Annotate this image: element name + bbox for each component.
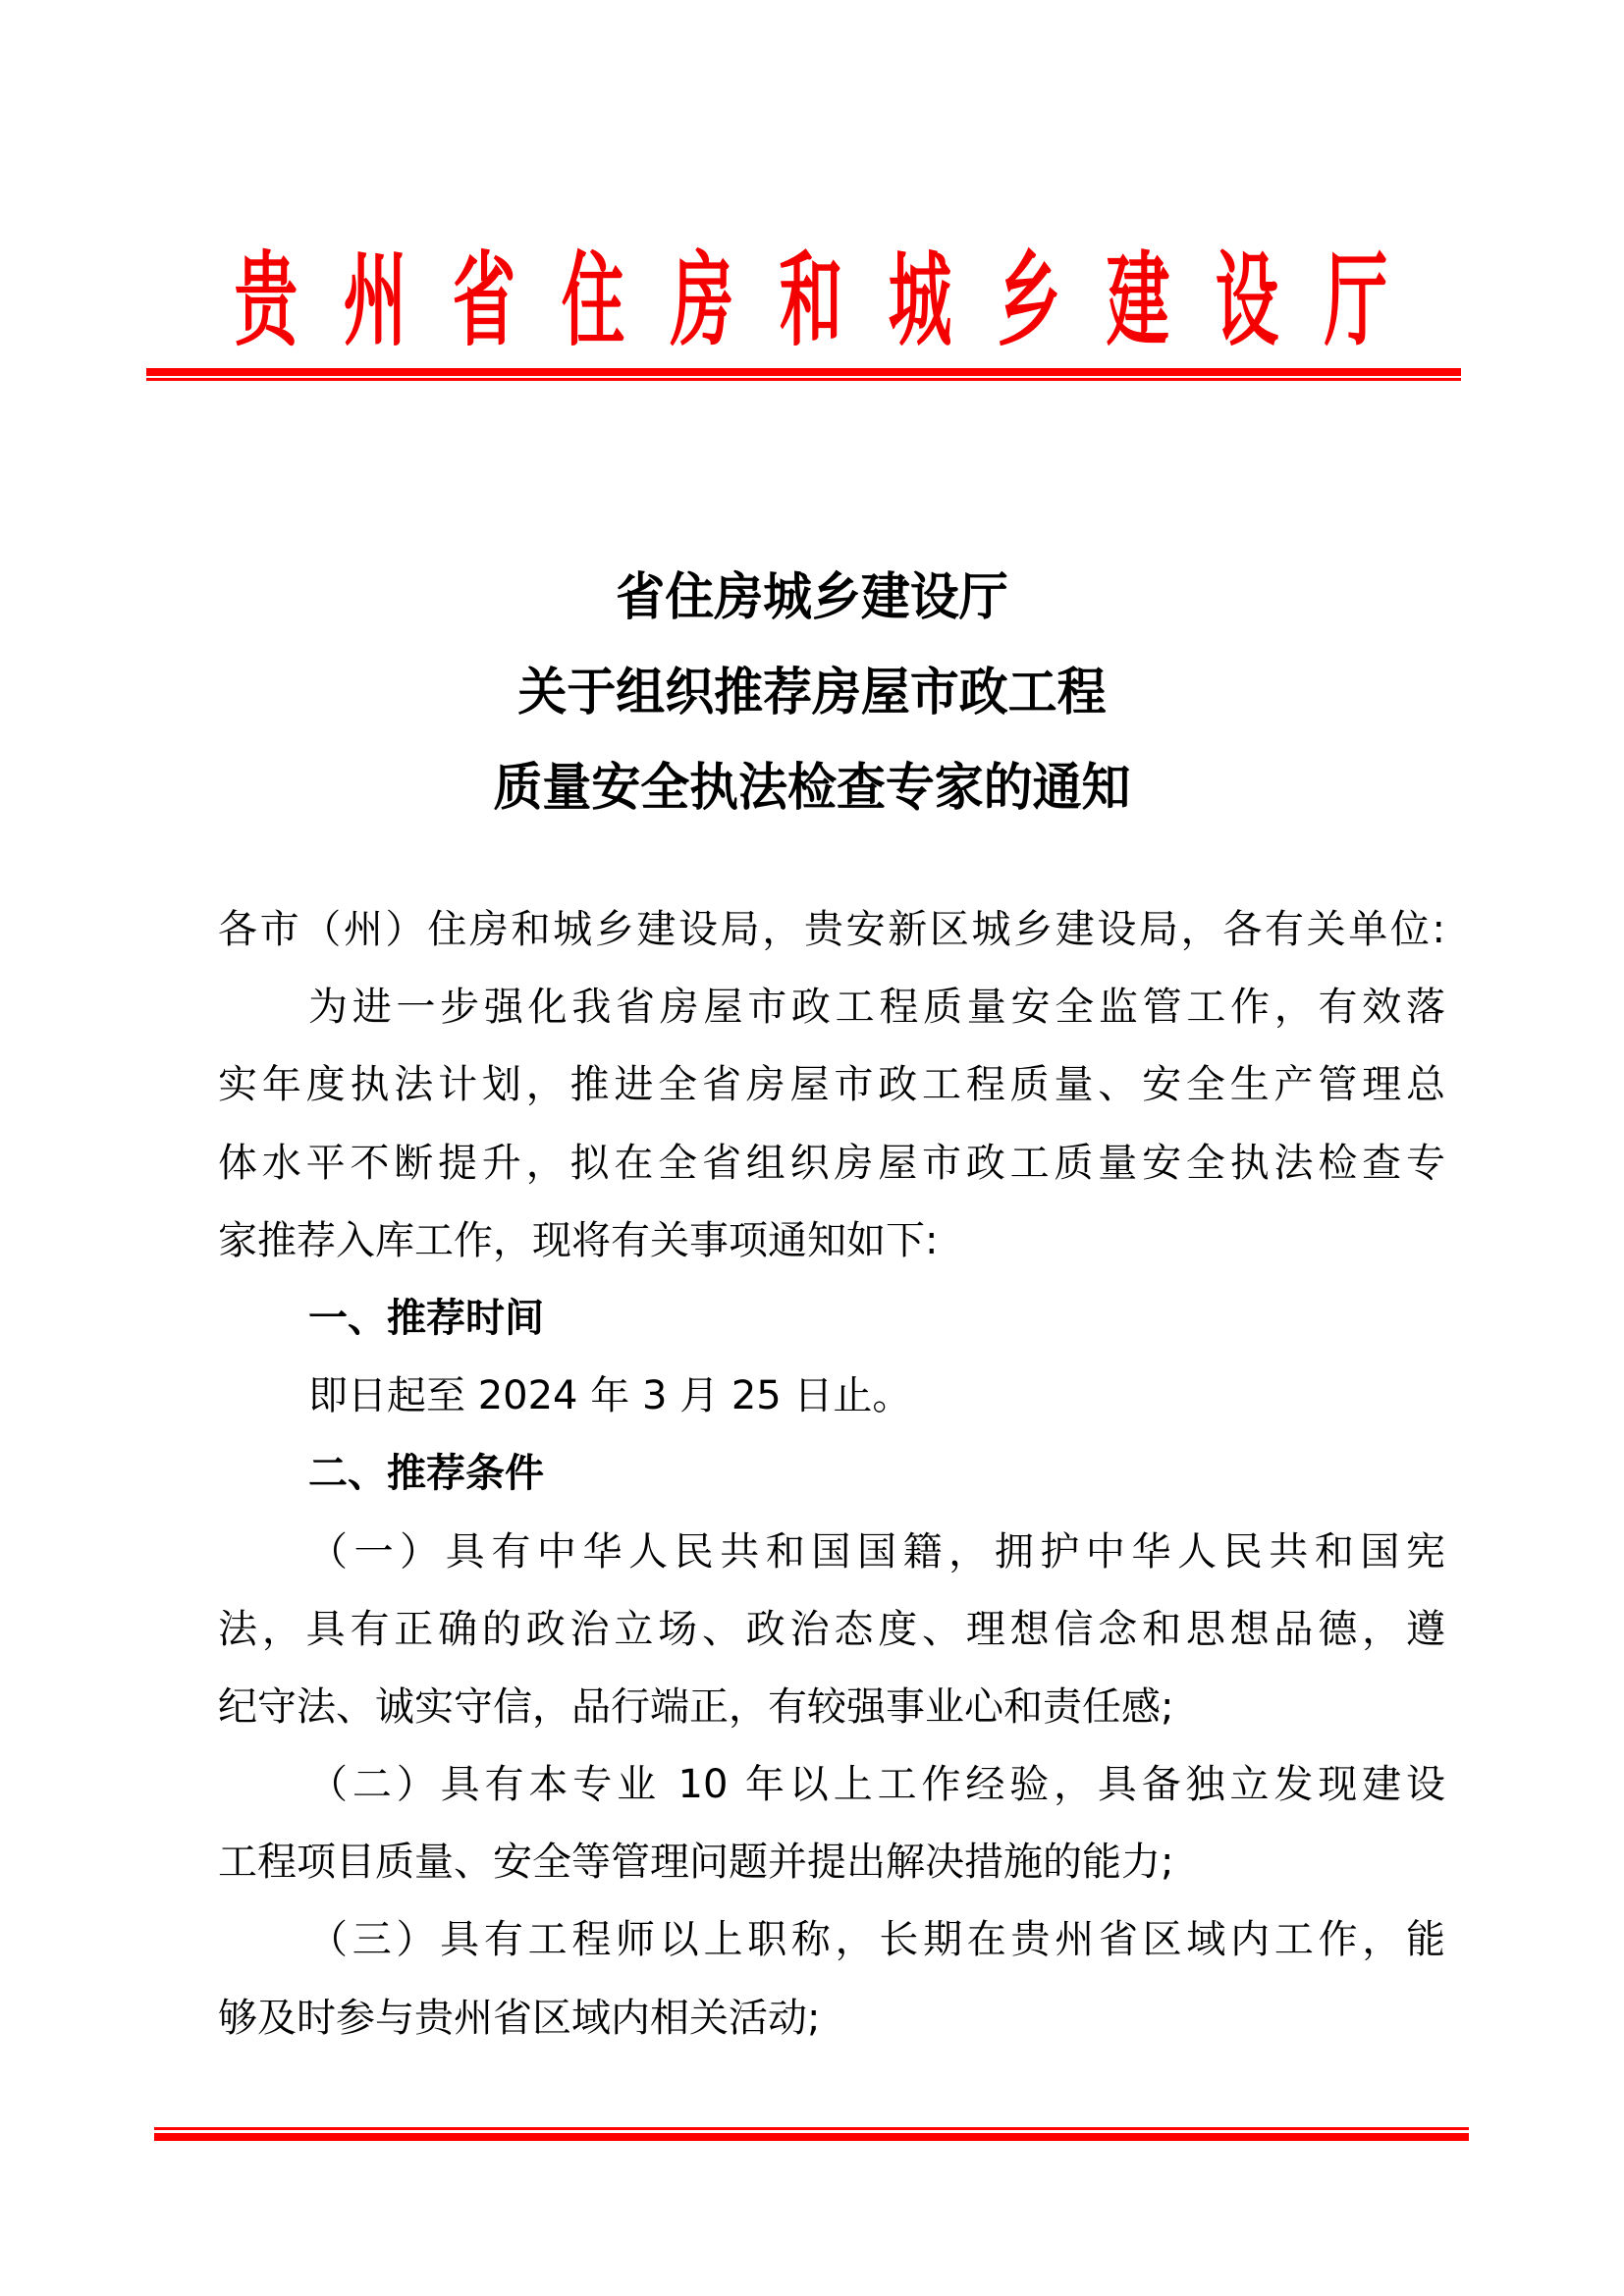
condition-item-line: （一）具有中华人民共和国国籍，拥护中华人民共和国宪 (308, 1528, 1445, 1575)
letterhead-char: 房 (670, 240, 734, 360)
condition-item-line: （三）具有工程师以上职称，长期在贵州省区域内工作，能 (308, 1917, 1445, 1963)
section-heading-recommend-time: 一、推荐时间 (308, 1295, 544, 1341)
footer-red-rule (154, 2127, 1469, 2141)
intro-paragraph-line: 实年度执法计划，推进全省房屋市政工程质量、安全生产管理总 (218, 1062, 1445, 1108)
red-rule-thin (146, 378, 1461, 381)
salutation: 各市（州）住房和城乡建设局，贵安新区城乡建设局，各有关单位: (218, 907, 1445, 952)
intro-paragraph-line: 为进一步强化我省房屋市政工程质量安全监管工作，有效落 (308, 985, 1445, 1031)
letterhead-char: 州 (343, 240, 407, 360)
letterhead-char: 住 (561, 240, 625, 360)
letterhead-char: 贵 (234, 240, 298, 360)
letterhead-red-rule (146, 368, 1461, 381)
letterhead-org-name (146, 240, 1461, 361)
condition-item-line: 工程项目质量、安全等管理问题并提出解决措施的能力; (218, 1840, 1174, 1886)
letterhead-char: 厅 (1324, 240, 1388, 360)
title-line: 省住房城乡建设厅 (616, 567, 1008, 627)
condition-item-line: （二）具有本专业 10 年以上工作经验，具备独立发现建设 (308, 1762, 1445, 1808)
title-line: 质量安全执法检查专家的通知 (493, 758, 1131, 818)
red-rule-thick (154, 2133, 1469, 2141)
letterhead-char: 乡 (997, 240, 1061, 360)
title-line: 关于组织推荐房屋市政工程 (517, 663, 1107, 722)
intro-paragraph-line: 体水平不断提升，拟在全省组织房屋市政工质量安全执法检查专 (218, 1140, 1445, 1186)
letterhead-char: 和 (779, 240, 843, 360)
recommend-time-text: 即日起至 2024 年 3 月 25 日止。 (308, 1373, 912, 1419)
section-heading-recommend-conditions: 二、推荐条件 (308, 1451, 544, 1497)
condition-item-line: 法，具有正确的政治立场、政治态度、理想信念和思想品德，遵 (218, 1606, 1445, 1652)
document-title (0, 550, 1624, 835)
letterhead-char: 设 (1215, 240, 1279, 360)
letterhead-char: 省 (452, 240, 516, 360)
condition-item-line: 够及时参与贵州省区域内相关活动; (218, 1995, 821, 2041)
intro-paragraph-line: 家推荐入库工作，现将有关事项通知如下: (218, 1217, 939, 1263)
letterhead-char: 城 (888, 240, 952, 360)
red-rule-thick (146, 368, 1461, 376)
letterhead-char: 建 (1106, 240, 1170, 360)
red-rule-thin (154, 2127, 1469, 2130)
condition-item-line: 纪守法、诚实守信，品行端正，有较强事业心和责任感; (218, 1683, 1174, 1730)
document-body (218, 891, 1445, 2057)
